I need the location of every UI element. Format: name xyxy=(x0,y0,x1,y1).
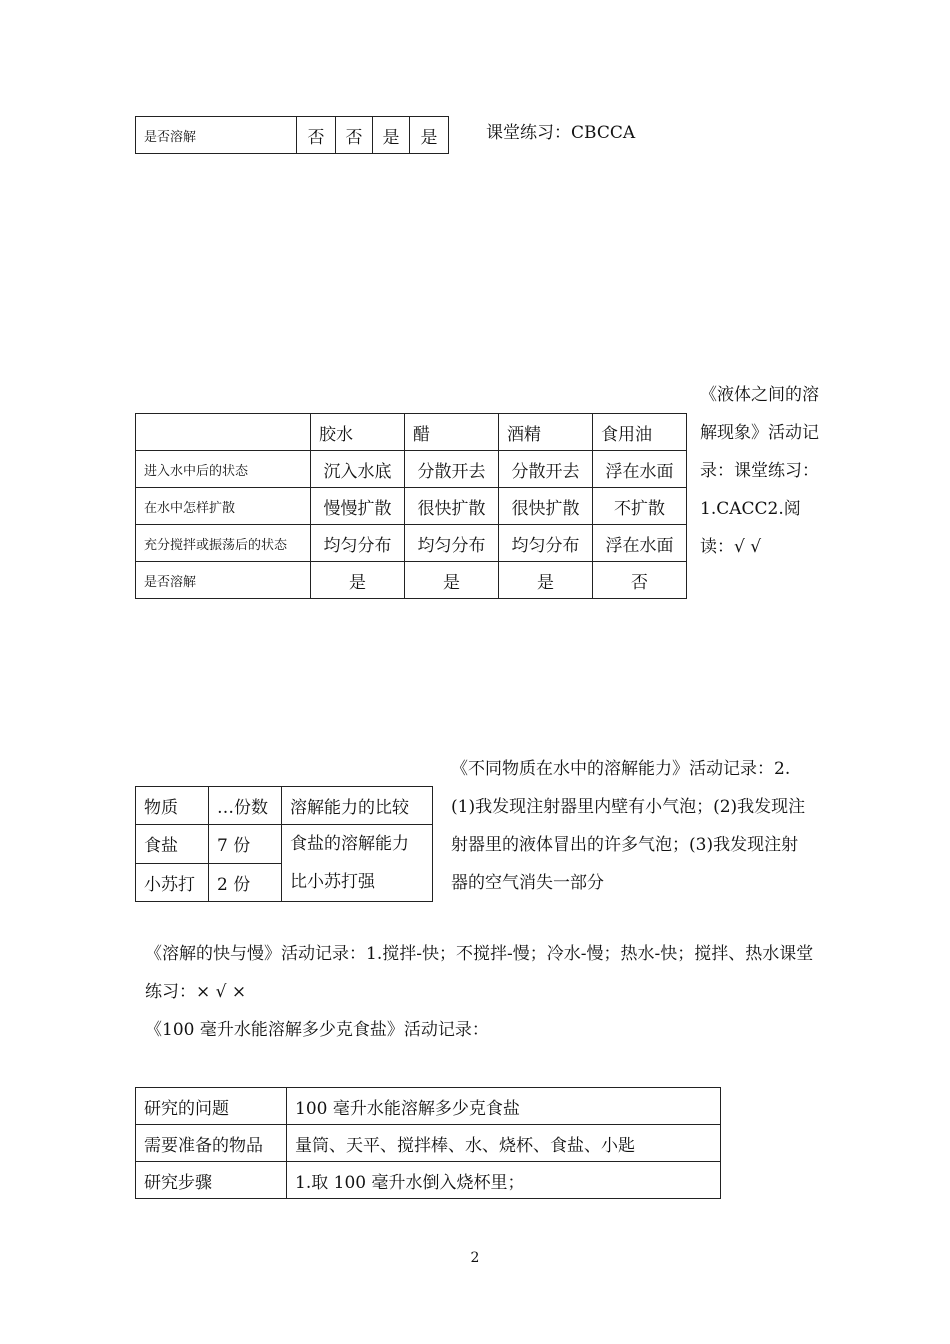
table-cell: 不扩散 xyxy=(593,488,687,525)
table-cell: 是 xyxy=(311,562,405,599)
table-row xyxy=(136,525,687,562)
page-number: 2 xyxy=(470,1250,480,1266)
header-cell xyxy=(136,414,311,451)
header-cell: 溶解能力的比较 xyxy=(282,787,433,825)
row-label: 研究步骤 xyxy=(136,1162,287,1199)
table-row xyxy=(136,488,687,525)
row-value: 量筒、天平、搅拌棒、水、烧杯、食盐、小匙 xyxy=(287,1125,721,1162)
table-cell: 否 xyxy=(297,117,336,154)
header-cell: 食用油 xyxy=(593,414,687,451)
liquid-activity-note: 《液体之间的溶解现象》活动记录：课堂练习：1.CACC2.阅读：√ √ xyxy=(700,385,819,557)
table-row xyxy=(136,825,433,864)
liquid-dissolve-table xyxy=(135,413,687,599)
salt-research-table xyxy=(135,1087,721,1199)
table-cell: 否 xyxy=(593,562,687,599)
row-label: 充分搅拌或振荡后的状态 xyxy=(136,525,311,562)
speed-activity-paragraph: 《溶解的快与慢》活动记录：1.搅拌-快；不搅拌-慢；冷水-慢；热水-快；搅拌、热水课堂练习：× √ × xyxy=(145,944,814,1002)
row-label: 进入水中后的状态 xyxy=(136,451,311,488)
table-row xyxy=(136,1088,721,1125)
count-cell: 2 份 xyxy=(209,863,282,902)
table-cell: 是 xyxy=(410,117,449,154)
table-cell: 均匀分布 xyxy=(405,525,499,562)
table-cell: 很快扩散 xyxy=(499,488,593,525)
table-cell: 否 xyxy=(336,117,373,154)
substance-cell: 小苏打 xyxy=(136,863,209,902)
table-row xyxy=(136,1125,721,1162)
row-label: 是否溶解 xyxy=(136,562,311,599)
row-label: 在水中怎样扩散 xyxy=(136,488,311,525)
header-cell: 醋 xyxy=(405,414,499,451)
practice-answer-note: 课堂练习：CBCCA xyxy=(486,123,636,143)
table-row xyxy=(136,562,687,599)
substance-cell: 食盐 xyxy=(136,825,209,864)
count-cell: 7 份 xyxy=(209,825,282,864)
row-value: 1.取 100 毫升水倒入烧杯里； xyxy=(287,1162,721,1199)
table-cell: 沉入水底 xyxy=(311,451,405,488)
table-row xyxy=(136,1162,721,1199)
table-cell: 分散开去 xyxy=(405,451,499,488)
table-cell: 浮在水面 xyxy=(593,525,687,562)
table-cell: 慢慢扩散 xyxy=(311,488,405,525)
table-cell: 很快扩散 xyxy=(405,488,499,525)
table-cell: 均匀分布 xyxy=(499,525,593,562)
table-row xyxy=(136,117,449,154)
dissolve-result-table-1 xyxy=(135,116,449,154)
table-cell: 是 xyxy=(405,562,499,599)
table-cell: 均匀分布 xyxy=(311,525,405,562)
table-row xyxy=(136,451,687,488)
row-value: 100 毫升水能溶解多少克食盐 xyxy=(287,1088,721,1125)
comparison-cell: 食盐的溶解能力比小苏打强 xyxy=(282,825,433,902)
row-label: 需要准备的物品 xyxy=(136,1125,287,1162)
header-cell: 胶水 xyxy=(311,414,405,451)
row-label: 是否溶解 xyxy=(136,117,297,154)
table-cell: 是 xyxy=(499,562,593,599)
table-cell: 浮在水面 xyxy=(593,451,687,488)
row-label: 研究的问题 xyxy=(136,1088,287,1125)
salt-activity-heading: 《100 毫升水能溶解多少克食盐》活动记录： xyxy=(145,1020,489,1040)
solubility-activity-note: 《不同物质在水中的溶解能力》活动记录：2.(1)我发现注射器里内壁有小气泡；(2)我发现注射器里的液体冒出的许多气泡；(3)我发现注射器的空气消失一部分 xyxy=(451,759,806,893)
header-cell: …份数 xyxy=(209,787,282,825)
table-cell: 是 xyxy=(373,117,410,154)
header-cell: 物质 xyxy=(136,787,209,825)
table-header-row xyxy=(136,787,433,825)
header-cell: 酒精 xyxy=(499,414,593,451)
table-header-row xyxy=(136,414,687,451)
solubility-compare-table xyxy=(135,786,433,902)
table-cell: 分散开去 xyxy=(499,451,593,488)
